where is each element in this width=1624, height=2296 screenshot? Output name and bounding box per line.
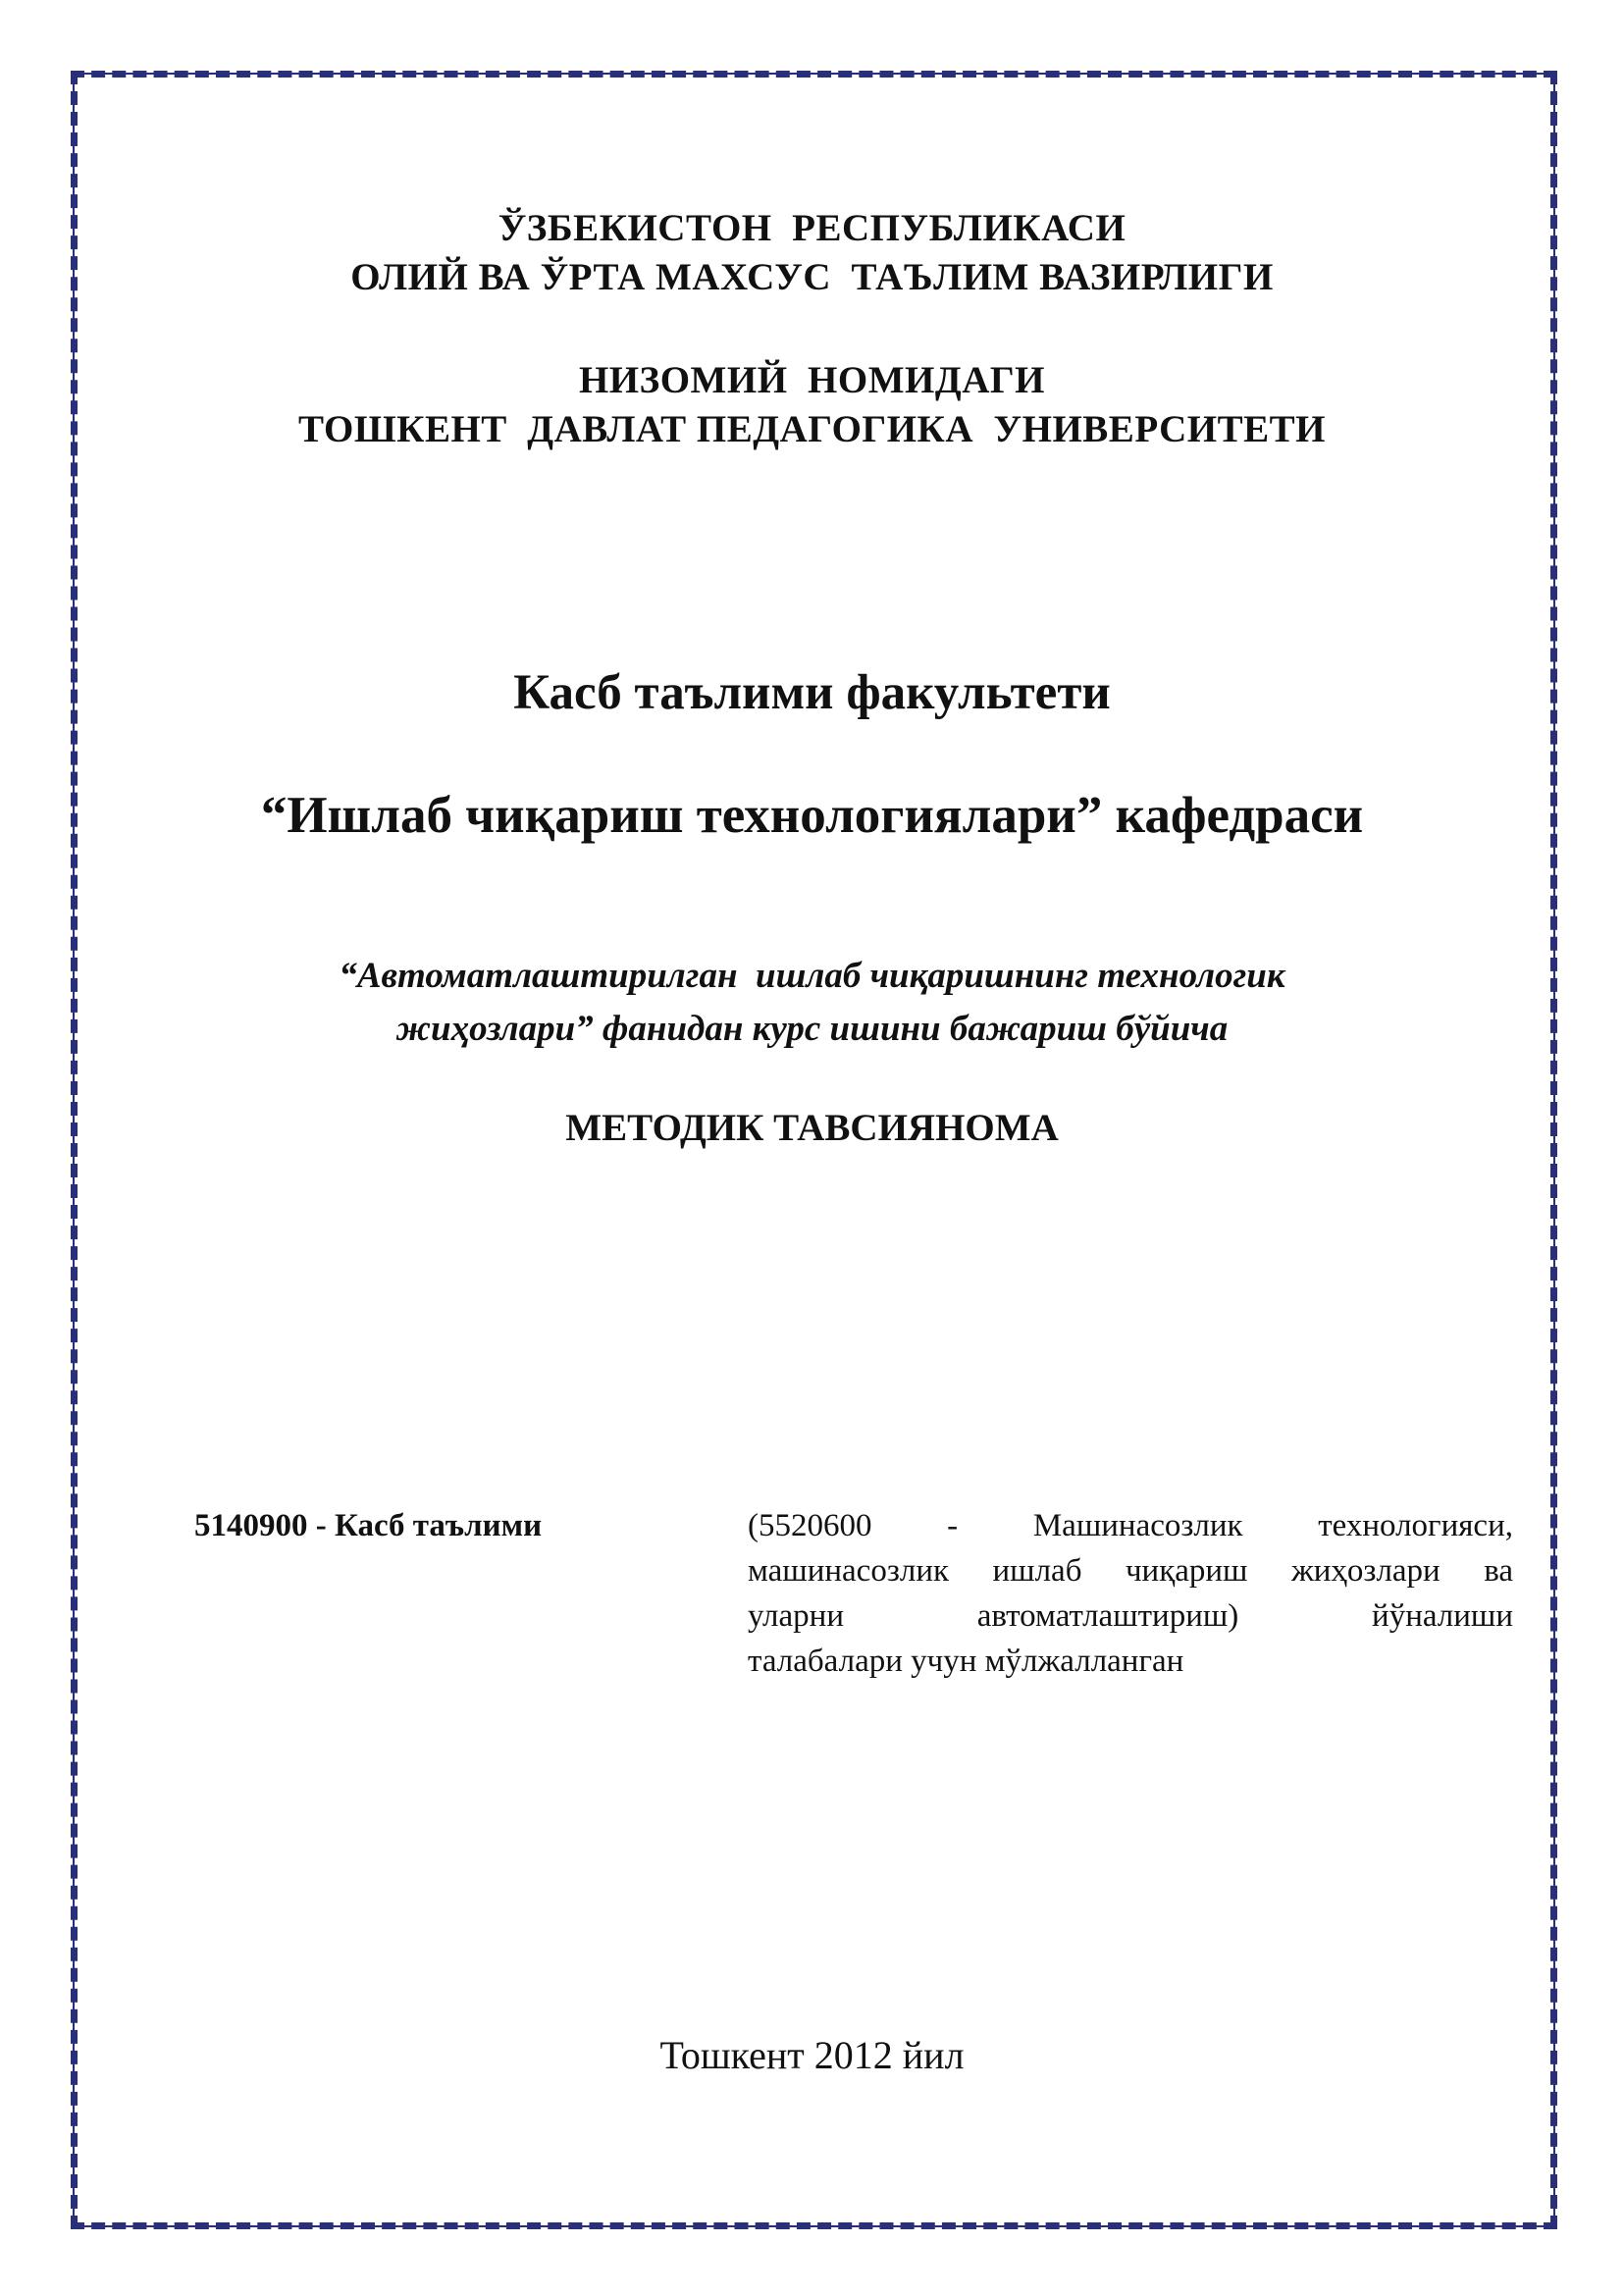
ministry-line-1: ЎЗБЕКИСТОН РЕСПУБЛИКАСИ [498, 207, 1126, 249]
department-title: “Ишлаб чиқариш технологиялари” кафедраси [260, 787, 1364, 844]
document-type: МЕТОДИК ТАВСИЯНОМА [565, 1107, 1059, 1149]
specialty-description-line: талабалари учун мўлжалланган [748, 1644, 1184, 1679]
specialty-description-line: машинасозлик ишлаб чиқариш жиҳозлари ва [748, 1553, 1513, 1589]
specialty-description [748, 1503, 1513, 1684]
university-header [0, 356, 1624, 454]
ministry-header [0, 204, 1624, 302]
subject-title [0, 950, 1624, 1056]
footer-place-year: Тошкент 2012 йил [659, 2033, 965, 2077]
ministry-line-2: ОЛИЙ ВА ЎРТА МАХСУС ТАЪЛИМ ВАЗИРЛИГИ [350, 256, 1274, 298]
subject-line-2: жиҳозлари” фанидан курс ишини бажариш бўйича [395, 1009, 1229, 1049]
specialty-description-line: (5520600 - Машинасозлик технологияси, [748, 1508, 1513, 1543]
specialty-description-line: уларни автоматлаштириш) йўналиши [748, 1598, 1513, 1634]
university-line-1: НИЗОМИЙ НОМИДАГИ [578, 359, 1046, 401]
subject-line-1: “Автоматлаштирилган ишлаб чиқаришнинг технологик [339, 956, 1285, 996]
faculty-title: Касб таълими факультети [513, 665, 1111, 720]
specialty-code: 5140900 - Касб таълими [194, 1508, 543, 1543]
university-line-2: ТОШКЕНТ ДАВЛАТ ПЕДАГОГИКА УНИВЕРСИТЕТИ [298, 408, 1326, 450]
